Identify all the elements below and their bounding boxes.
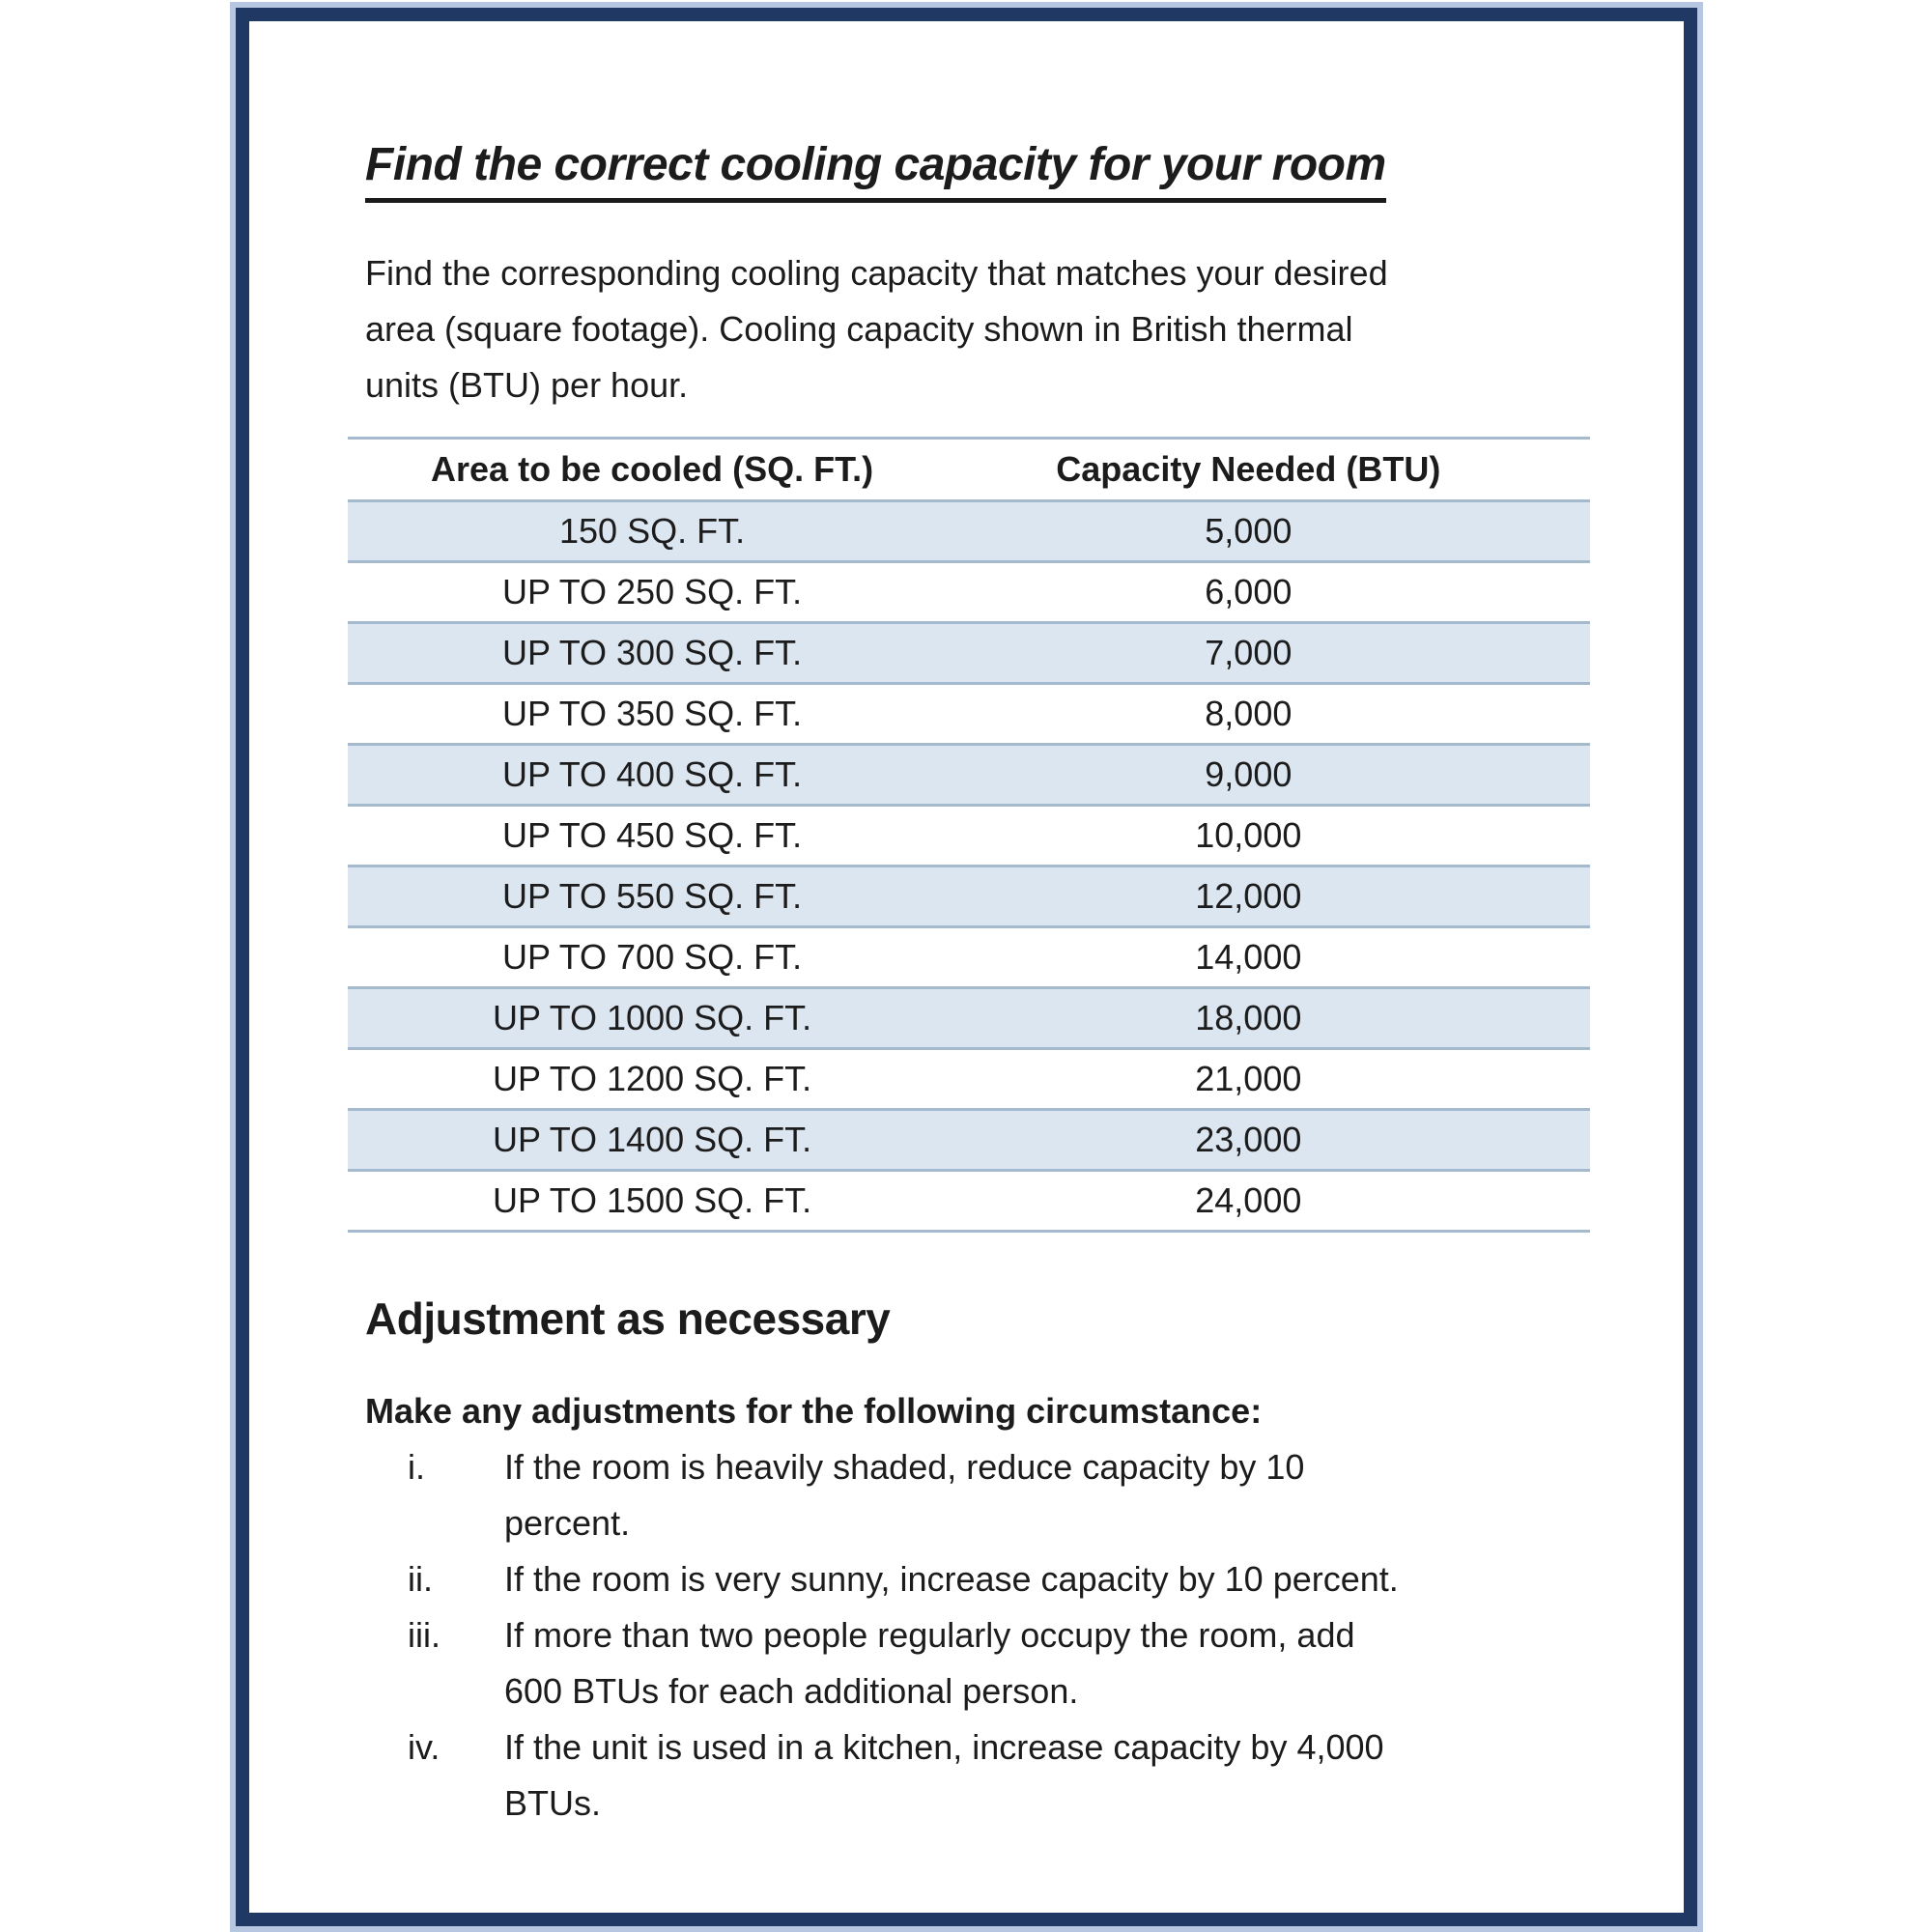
cell-empty (1541, 683, 1590, 744)
text-line: BTUs. (504, 1782, 602, 1823)
text-line: percent. (504, 1502, 631, 1543)
intro-paragraph (365, 245, 1645, 413)
table-row (348, 500, 1590, 561)
cell-capacity: 5,000 (1205, 510, 1293, 551)
cell-empty (1541, 866, 1590, 926)
list-item-marker: i. (408, 1446, 425, 1487)
list-item (365, 1719, 1645, 1832)
table-row (348, 561, 1590, 622)
cell-capacity: 10,000 (1195, 814, 1302, 855)
table-body (348, 500, 1590, 1231)
list-item (365, 1607, 1645, 1719)
cell-empty (1541, 987, 1590, 1048)
column-header-capacity: Capacity Needed (BTU) (1056, 448, 1441, 489)
cell-area: UP TO 1000 SQ. FT. (492, 997, 812, 1037)
cell-capacity: 12,000 (1195, 875, 1302, 916)
table-row (348, 622, 1590, 683)
cell-empty (1541, 744, 1590, 805)
list-item (365, 1551, 1645, 1607)
cell-empty (1541, 1109, 1590, 1170)
table-row (348, 1048, 1590, 1109)
column-header-empty (1541, 438, 1590, 500)
cell-empty (1541, 561, 1590, 622)
adjustments-list (365, 1439, 1645, 1832)
list-item-text (504, 1551, 1399, 1607)
table-row (348, 744, 1590, 805)
page-title: Find the correct cooling capacity for your room (365, 139, 1386, 203)
text-line: If the unit is used in a kitchen, increase capacity by 4,000 (504, 1726, 1384, 1767)
text-line: 600 BTUs for each additional person. (504, 1670, 1079, 1711)
cell-capacity: 6,000 (1205, 571, 1293, 611)
cell-area: UP TO 1200 SQ. FT. (492, 1058, 812, 1098)
cell-empty (1541, 1048, 1590, 1109)
list-item-text (504, 1607, 1355, 1719)
cell-capacity: 18,000 (1195, 997, 1302, 1037)
adjustments-lead: Make any adjustments for the following circumstance: (365, 1390, 1263, 1431)
cell-area: UP TO 400 SQ. FT. (501, 753, 803, 794)
cell-empty (1541, 500, 1590, 561)
cell-capacity: 8,000 (1205, 693, 1293, 733)
cell-area: UP TO 1500 SQ. FT. (492, 1179, 812, 1220)
cell-area: UP TO 700 SQ. FT. (501, 936, 803, 977)
list-item-marker: ii. (408, 1558, 433, 1599)
table-row (348, 805, 1590, 866)
table-row (348, 1109, 1590, 1170)
title-block (365, 139, 1645, 203)
cell-capacity: 21,000 (1195, 1058, 1302, 1098)
page-content (249, 139, 1684, 1832)
table-row (348, 866, 1590, 926)
list-item-marker: iv. (408, 1726, 440, 1767)
cell-empty (1541, 622, 1590, 683)
list-item-marker: iii. (408, 1614, 440, 1655)
list-item (365, 1439, 1645, 1551)
table-row (348, 926, 1590, 987)
text-line: area (square footage). Cooling capacity shown in British thermal (365, 308, 1353, 349)
text-line: If the room is very sunny, increase capacity by 10 percent. (504, 1558, 1399, 1599)
cell-capacity: 14,000 (1195, 936, 1302, 977)
table-header-row (348, 438, 1590, 500)
cell-area: UP TO 300 SQ. FT. (501, 632, 803, 672)
cell-area: UP TO 250 SQ. FT. (501, 571, 803, 611)
list-item-text (504, 1719, 1384, 1832)
cell-empty (1541, 926, 1590, 987)
cell-area: 150 SQ. FT. (559, 510, 746, 551)
table-row (348, 683, 1590, 744)
cell-empty (1541, 805, 1590, 866)
table-row (348, 1170, 1590, 1231)
text-line: Find the corresponding cooling capacity that matches your desired (365, 252, 1388, 293)
text-line: If more than two people regularly occupy the room, add (504, 1614, 1355, 1655)
column-header-area: Area to be cooled (SQ. FT.) (431, 448, 874, 489)
adjustments-heading: Adjustment as necessary (365, 1293, 891, 1344)
cell-area: UP TO 450 SQ. FT. (501, 814, 803, 855)
text-line: If the room is heavily shaded, reduce capacity by 10 (504, 1446, 1305, 1487)
cell-area: UP TO 350 SQ. FT. (501, 693, 803, 733)
cell-area: UP TO 1400 SQ. FT. (492, 1119, 812, 1159)
cell-capacity: 9,000 (1205, 753, 1293, 794)
text-line: units (BTU) per hour. (365, 364, 689, 405)
cell-area: UP TO 550 SQ. FT. (501, 875, 803, 916)
table-header (348, 438, 1590, 500)
document-page (236, 8, 1697, 1926)
table-row (348, 987, 1590, 1048)
cell-empty (1541, 1170, 1590, 1231)
cooling-capacity-table (348, 437, 1590, 1233)
list-item-text (504, 1439, 1304, 1551)
cell-capacity: 24,000 (1195, 1179, 1302, 1220)
cell-capacity: 7,000 (1205, 632, 1293, 672)
cell-capacity: 23,000 (1195, 1119, 1302, 1159)
